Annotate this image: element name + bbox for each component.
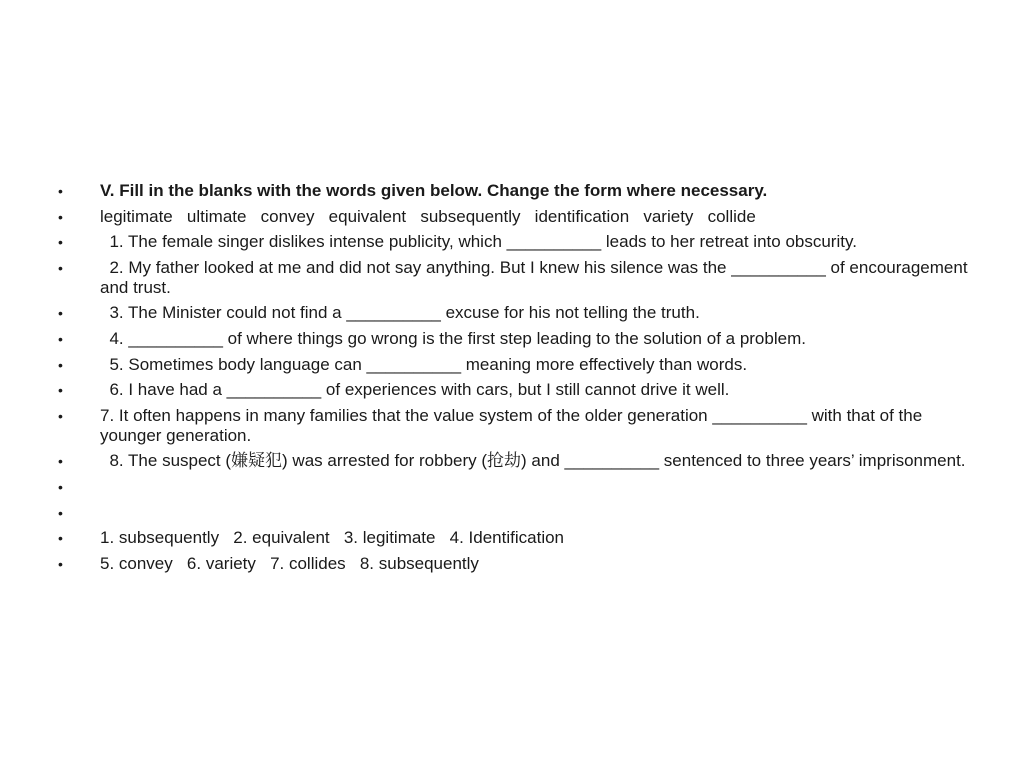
question-1 (58, 232, 978, 252)
item-text: 3. The Minister could not find a __________ excuse for his not telling the truth. (100, 303, 700, 323)
bullet-icon: • (58, 478, 63, 495)
answers-line-2 (58, 554, 978, 574)
answers-line-1 (58, 528, 978, 548)
bullet-icon: • (58, 330, 63, 347)
item-text: 2. My father looked at me and did not say anything. But I knew his silence was the __________ of encouragement and trust. (100, 257, 973, 297)
empty-item (58, 477, 978, 497)
bullet-icon: • (58, 305, 63, 322)
item-text: 5. convey 6. variety 7. collides 8. subsequently (100, 553, 479, 573)
bullet-icon: • (58, 407, 63, 424)
item-text: legitimate ultimate convey equivalent subsequently identification variety collide (100, 206, 756, 226)
question-5 (58, 355, 978, 375)
item-text: 4. __________ of where things go wrong is the first step leading to the solution of a problem. (100, 328, 806, 348)
empty-item (58, 503, 978, 523)
instruction-heading (58, 181, 978, 201)
question-3 (58, 303, 978, 323)
item-text: 7. It often happens in many families that the value system of the older generation __________ with that of the younger generation. (100, 405, 927, 445)
question-2 (58, 258, 978, 298)
bullet-icon: • (58, 382, 63, 399)
item-text: V. Fill in the blanks with the words given below. Change the form where necessary. (100, 181, 768, 200)
bullet-icon: • (58, 183, 63, 199)
bullet-icon: • (58, 453, 63, 470)
item-text: 1. subsequently 2. equivalent 3. legitimate 4. Identification (100, 528, 565, 548)
bullet-icon: • (58, 259, 63, 276)
question-7 (58, 406, 978, 446)
bullet-icon: • (58, 504, 63, 521)
bullet-icon: • (58, 356, 63, 373)
item-text: 8. The suspect (嫌疑犯) was arrested for robbery (抢劫) and __________ sentenced to three years’ imprisonment. (100, 451, 966, 471)
bullet-list (58, 181, 978, 579)
word-bank (58, 207, 978, 227)
item-text: 5. Sometimes body language can __________ meaning more effectively than words. (100, 354, 748, 374)
bullet-icon: • (58, 530, 63, 547)
question-6 (58, 380, 978, 400)
question-4 (58, 329, 978, 349)
bullet-icon: • (58, 555, 63, 572)
bullet-icon: • (58, 234, 63, 251)
item-text: 6. I have had a __________ of experiences with cars, but I still cannot drive it well. (100, 380, 730, 400)
question-8 (58, 451, 978, 471)
item-text: 1. The female singer dislikes intense publicity, which __________ leads to her retreat into obscurity. (100, 232, 857, 252)
bullet-icon: • (58, 208, 63, 225)
